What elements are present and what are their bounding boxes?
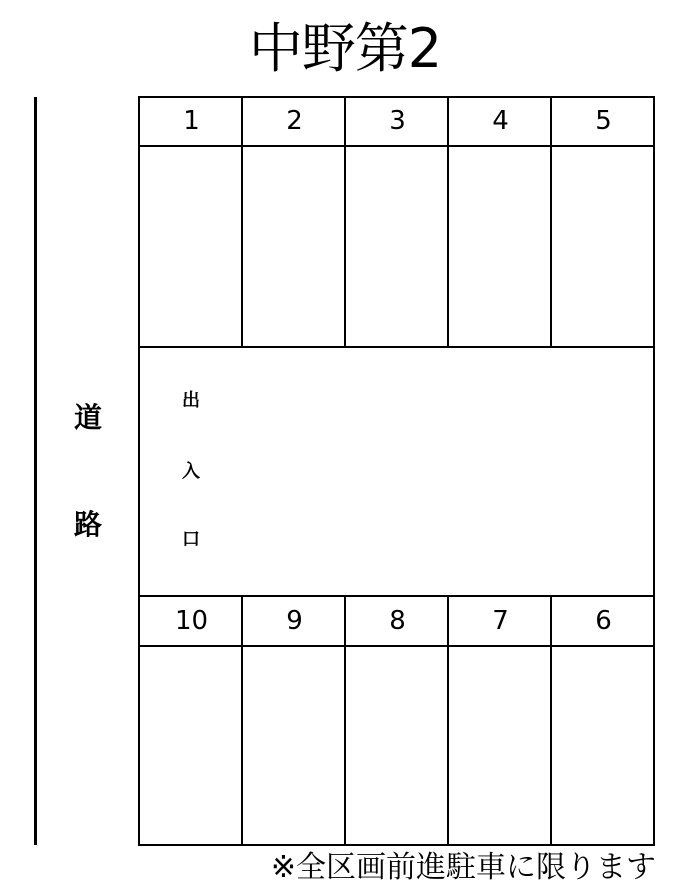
parking-lot-outline — [138, 96, 655, 846]
space-number-2: 2 — [286, 106, 303, 136]
lot-title: 中野第2 — [248, 17, 442, 80]
road-line — [34, 97, 37, 845]
road-label-char-1: 道 — [73, 401, 102, 434]
space-number-4: 4 — [492, 106, 509, 136]
space-number-7: 7 — [492, 606, 509, 636]
space-number-10: 10 — [174, 606, 209, 636]
space-number-3: 3 — [389, 106, 406, 136]
space-number-8: 8 — [389, 606, 406, 636]
space-number-1: 1 — [183, 106, 200, 136]
parking-rule-note: ※全区画前進駐車に限ります — [270, 850, 656, 885]
top-number-row-divider — [138, 145, 655, 147]
space-number-5: 5 — [595, 106, 612, 136]
space-number-6: 6 — [595, 606, 612, 636]
top-row-bottom-edge — [138, 346, 655, 348]
bottom-number-row-divider — [138, 645, 655, 647]
road-label-char-2: 路 — [73, 508, 102, 541]
space-number-9: 9 — [286, 606, 303, 636]
entrance-label-char-2: 入 — [182, 461, 200, 482]
entrance-label-char-3: 口 — [182, 529, 200, 550]
entrance-label-char-1: 出 — [182, 390, 200, 411]
